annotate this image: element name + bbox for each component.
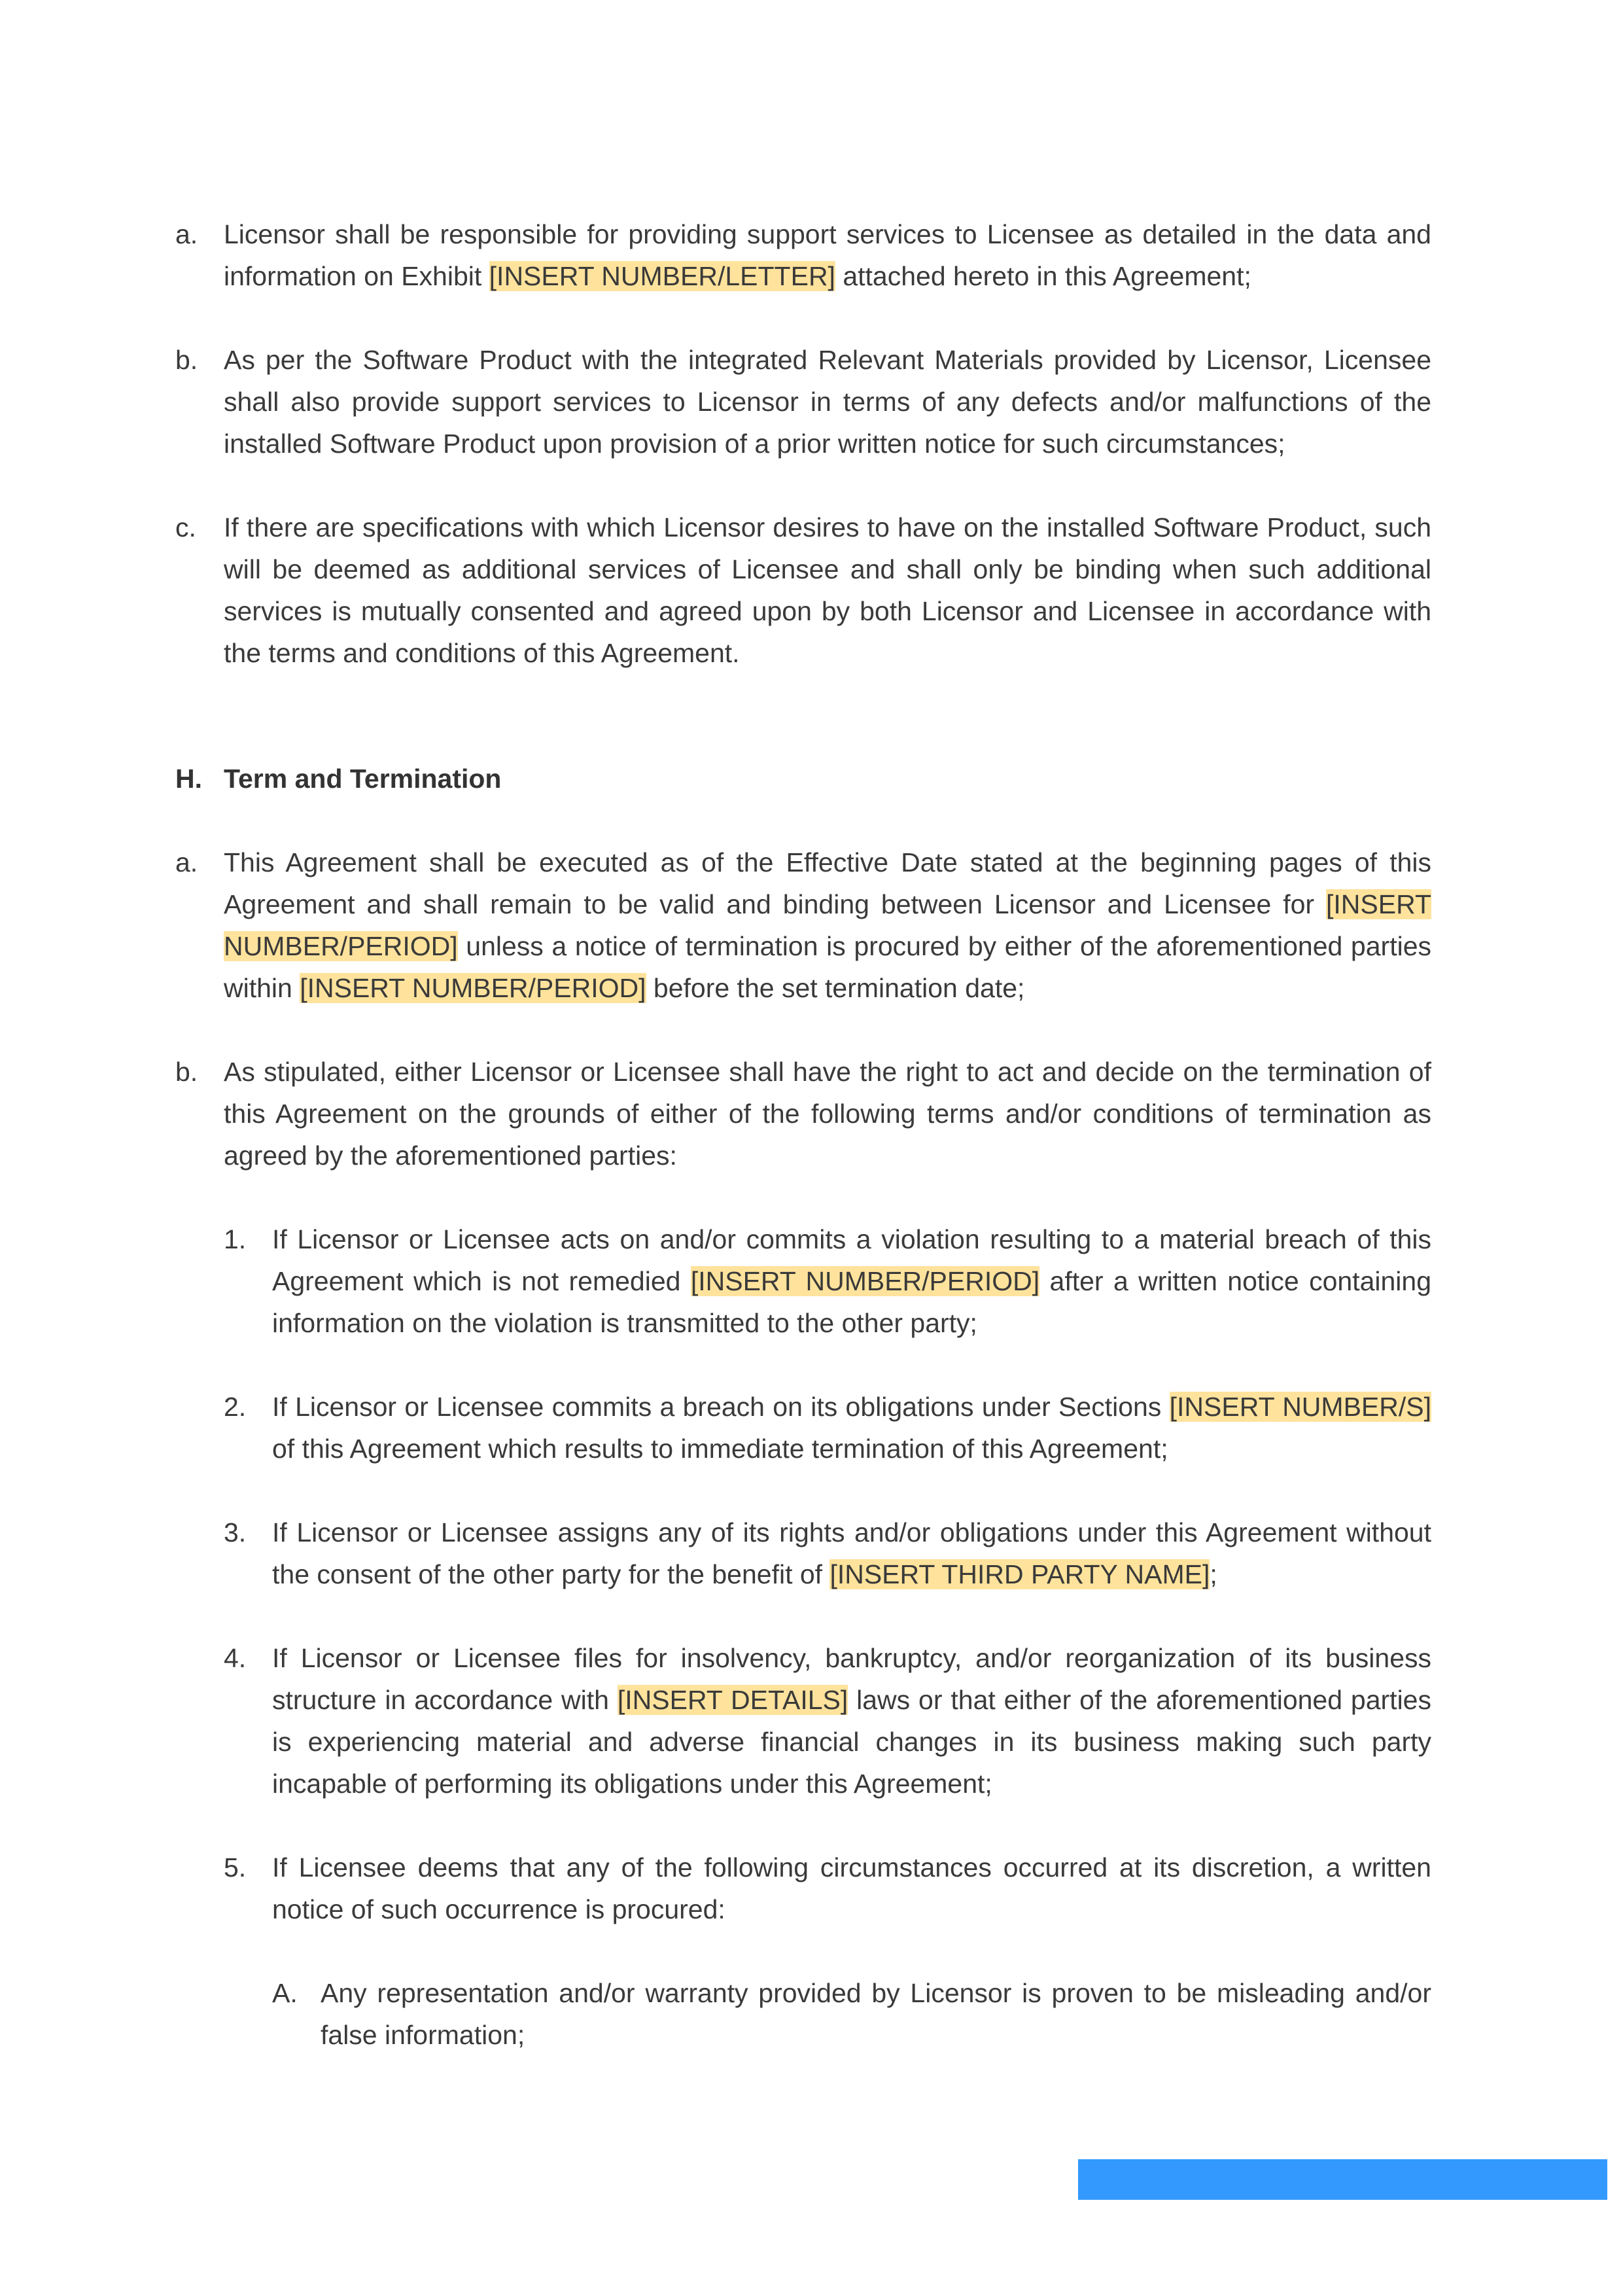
placeholder-field: [INSERT DETAILS] [617, 1685, 848, 1715]
termination-condition-3 [272, 1511, 1431, 1595]
placeholder-field: [INSERT NUMBER/LETTER] [489, 261, 835, 291]
termination-condition-1 [272, 1218, 1431, 1344]
list-marker: a. [175, 219, 198, 249]
termination-condition-2 [272, 1386, 1431, 1470]
list-marker: 2. [224, 1392, 247, 1422]
clause-text: If Licensor or Licensee files for insolvency, bankruptcy, and/or reorganization of its business structure in accordance with [272, 1643, 1431, 1715]
support-clause-a [224, 213, 1431, 297]
list-marker: 1. [224, 1224, 247, 1254]
clause-text: before the set termination date; [646, 973, 1025, 1003]
support-clause-c: If there are specifications with which Licensor desires to have on the installed Software Product, such will be deemed as additional services of Licensee and shall only be binding when such additional services is mutually consented and agreed upon by both Licensor and Licensee in accordance with the terms and conditions of this Agreement. [224, 512, 1431, 668]
clause-text: If Licensor or Licensee acts on and/or commits a violation resulting to a material breach of this Agreement which is not remedied [272, 1224, 1431, 1296]
clause-text: attached hereto in this Agreement; [835, 261, 1251, 291]
support-clause-b: As per the Software Product with the integrated Relevant Materials provided by Licensor, Licensee shall also provide support services to Licensor in terms of any defects and/or malfunctions of the installed Software Product upon provision of a prior written notice for such circumstances; [224, 345, 1431, 459]
term-clause-b: As stipulated, either Licensor or Licensee shall have the right to act and decide on the termination of this Agreement on the grounds of either of the following terms and/or conditions of termination as agreed by the aforementioned parties: [224, 1057, 1431, 1171]
placeholder-field: [INSERT THIRD PARTY NAME] [829, 1559, 1210, 1589]
placeholder-field: [INSERT NUMBER/PERIOD] [300, 973, 646, 1003]
termination-condition-4 [272, 1637, 1431, 1805]
clause-text: ; [1210, 1559, 1217, 1589]
clause-text: If Licensor or Licensee assigns any of its rights and/or obligations under this Agreement without the consent of the other party for the benefit of [272, 1517, 1431, 1589]
termination-condition-5: If Licensee deems that any of the following circumstances occurred at its discretion, a written notice of such occurrence is procured: [272, 1852, 1431, 1924]
list-marker: b. [175, 1057, 198, 1087]
list-marker: b. [175, 345, 198, 375]
clause-text: after a written notice containing information on the violation is transmitted to the other party; [272, 1266, 1431, 1338]
placeholder-field: [INSERT NUMBER/S] [1169, 1392, 1431, 1422]
list-marker: 4. [224, 1643, 247, 1673]
list-marker: 5. [224, 1852, 247, 1882]
section-title: Term and Termination [224, 764, 502, 794]
circumstance-a: Any representation and/or warranty provided by Licensor is proven to be misleading and/or false information; [321, 1978, 1431, 2050]
list-marker: c. [175, 512, 196, 542]
list-marker: A. [272, 1978, 298, 2008]
placeholder-field: [INSERT NUMBER/PERIOD] [690, 1266, 1040, 1296]
clause-text: unless a notice of termination is procured by either of the aforementioned parties within [224, 931, 1431, 1003]
section-marker: H. [175, 764, 202, 794]
clause-text: This Agreement shall be executed as of the Effective Date stated at the beginning pages of this Agreement and shall remain to be valid and binding between Licensor and Licensee for [224, 847, 1431, 919]
footer-bar [1078, 2159, 1607, 2200]
clause-text: Licensor shall be responsible for providing support services to Licensee as detailed in the data and information on Exhibit [224, 219, 1431, 291]
clause-text: laws or that either of the aforementioned parties is experiencing material and adverse financial changes in its business making such party incapable of performing its obligations under this Agreement; [272, 1685, 1431, 1799]
clause-text: If Licensor or Licensee commits a breach on its obligations under Sections [272, 1392, 1170, 1422]
clause-text: of this Agreement which results to immediate termination of this Agreement; [272, 1434, 1168, 1464]
list-marker: a. [175, 847, 198, 877]
placeholder-field: [INSERT NUMBER/PERIOD] [224, 889, 1431, 961]
term-clause-a [224, 841, 1431, 1009]
list-marker: 3. [224, 1517, 247, 1547]
